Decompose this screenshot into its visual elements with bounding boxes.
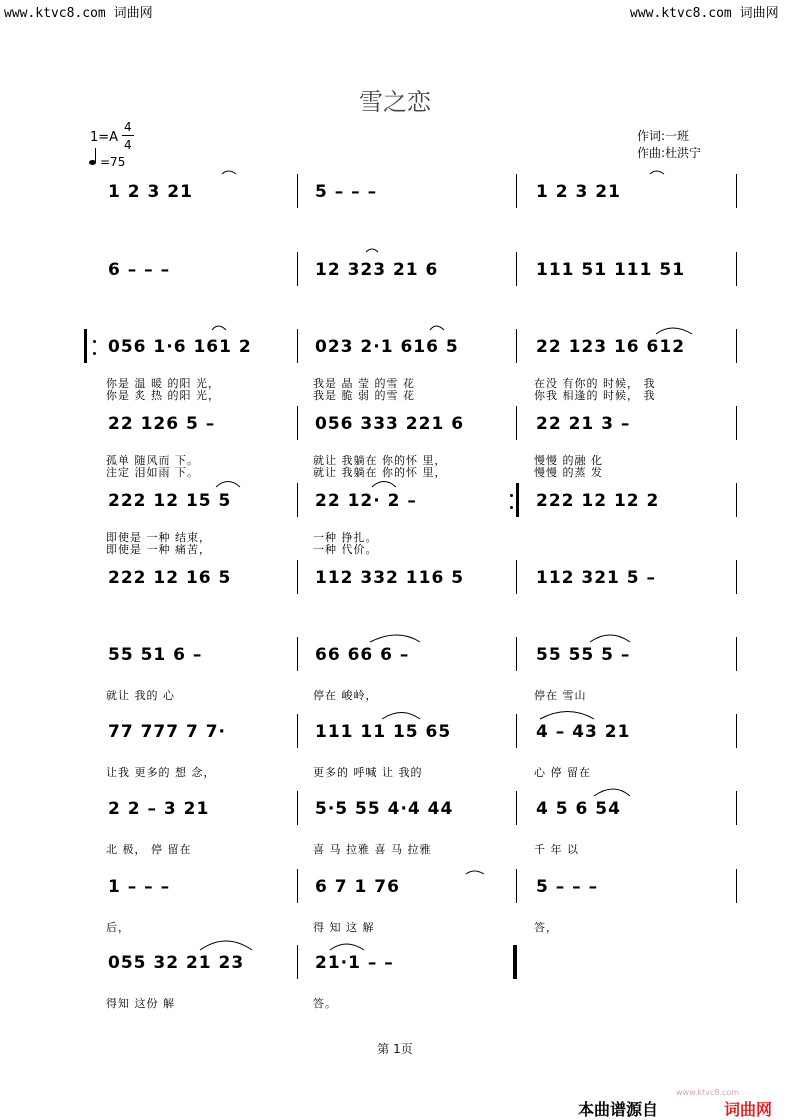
bar-line xyxy=(297,560,298,594)
bar-line xyxy=(736,869,737,903)
repeat-dot xyxy=(93,352,96,355)
lyric-line: 慢慢 的蒸 发 xyxy=(534,466,603,479)
bar-line xyxy=(736,406,737,440)
measure-notes: 6 – – – xyxy=(108,260,171,280)
slur xyxy=(540,712,594,720)
tempo-marking: =75 xyxy=(100,155,126,169)
slur xyxy=(594,789,630,796)
bar-line xyxy=(516,714,517,748)
measure-notes: 112 321 5 – xyxy=(536,568,657,588)
measure-notes: 5 – – – xyxy=(315,182,378,202)
footer-source: 本曲谱源自 xyxy=(578,1100,659,1119)
measure-notes: 1 – – – xyxy=(108,877,171,897)
bar-line xyxy=(516,329,517,363)
bar-line xyxy=(516,560,517,594)
lyric-line: 更多的 呼喊 让 我的 xyxy=(313,766,423,779)
bar-line xyxy=(736,329,737,363)
lyric-line: 得知 这份 解 xyxy=(106,997,175,1010)
lyric-line: 注定 泪如雨 下。 xyxy=(106,466,199,479)
bar-line xyxy=(297,406,298,440)
bar-line xyxy=(516,869,517,903)
bar-line xyxy=(297,329,298,363)
repeat-dot xyxy=(510,494,513,497)
bar-line xyxy=(516,174,517,208)
slur xyxy=(222,171,236,174)
lyric-line: 得 知 这 解 xyxy=(313,921,375,934)
final-bar-line xyxy=(513,945,516,979)
measure-notes: 1 2 3 21 xyxy=(108,182,193,202)
slur xyxy=(370,635,420,642)
measure-notes: 112 332 116 5 xyxy=(315,568,465,588)
measure-notes: 222 12 12 2 xyxy=(536,491,660,511)
bar-line xyxy=(297,637,298,671)
slur xyxy=(212,326,226,330)
lyric-line: 就让 我躺在 你的怀 里， xyxy=(313,466,447,479)
bar-line xyxy=(297,483,298,517)
lyric-line: 就让 我躺在 你的怀 里， xyxy=(313,454,447,467)
repeat-start-bar xyxy=(84,329,87,363)
measure-notes: 66 66 6 – xyxy=(315,645,410,665)
bar-line xyxy=(736,483,737,517)
lyric-line: 慢慢 的融 化 xyxy=(534,454,603,467)
slur xyxy=(200,941,252,950)
quarter-note-stem xyxy=(95,148,96,162)
lyric-line: 北 极， 停 留在 xyxy=(106,843,192,856)
lyric-line: 喜 马 拉雅 喜 马 拉雅 xyxy=(313,843,432,856)
bar-line xyxy=(516,945,517,979)
bar-line xyxy=(516,791,517,825)
bar-line xyxy=(736,252,737,286)
measure-notes: 12 323 21 6 xyxy=(315,260,439,280)
measure-notes: 222 12 16 5 xyxy=(108,568,232,588)
measure-notes: 056 333 221 6 xyxy=(315,414,465,434)
slur xyxy=(650,171,664,174)
site-watermark-left: www.ktvc8.com 词曲网 xyxy=(4,6,153,21)
lyric-line: 我是 晶 莹 的雪 花 xyxy=(313,377,415,390)
bar-line xyxy=(297,174,298,208)
slur xyxy=(590,635,630,642)
site-watermark-right: www.ktvc8.com 词曲网 xyxy=(630,6,779,21)
lyric-line: 千 年 以 xyxy=(534,843,579,856)
lyric-line: 答， xyxy=(534,921,558,934)
measure-notes: 21·1 – – xyxy=(315,953,394,973)
measure-notes: 1 2 3 21 xyxy=(536,182,621,202)
bar-line xyxy=(736,637,737,671)
measure-notes: 22 12· 2 – xyxy=(315,491,417,511)
measure-notes: 055 32 21 23 xyxy=(108,953,245,973)
lyric-line: 答。 xyxy=(313,997,337,1010)
measure-notes: 023 2·1 616 5 xyxy=(315,337,459,357)
lyric-line: 即使是 一种 结束， xyxy=(106,531,211,544)
repeat-end-bar xyxy=(516,483,519,517)
measure-notes: 056 1·6 161 2 xyxy=(108,337,252,357)
measure-notes: 5 – – – xyxy=(536,877,599,897)
bar-line xyxy=(297,714,298,748)
measure-notes: 5·5 55 4·4 44 xyxy=(315,799,454,819)
footer-brand-logo: 词曲网 xyxy=(724,1100,773,1119)
measure-notes: 111 11 15 65 xyxy=(315,722,452,742)
lyric-line: 孤单 随风而 下。 xyxy=(106,454,199,467)
lyric-line: 让我 更多的 想 念， xyxy=(106,766,216,779)
measure-notes: 2 2 – 3 21 xyxy=(108,799,210,819)
measure-notes: 222 12 15 5 xyxy=(108,491,232,511)
slur xyxy=(330,944,364,950)
bar-line xyxy=(516,252,517,286)
lyric-line: 停在 峻岭， xyxy=(313,689,378,702)
bar-line xyxy=(297,869,298,903)
lyric-line: 即使是 一种 痛苦， xyxy=(106,543,211,556)
measure-notes: 111 51 111 51 xyxy=(536,260,686,280)
measure-notes: 22 126 5 – xyxy=(108,414,216,434)
key-signature: 1=A xyxy=(90,130,119,145)
time-signature-line xyxy=(122,135,134,136)
measure-notes: 55 51 6 – xyxy=(108,645,203,665)
lyric-line: 心 停 留在 xyxy=(534,766,591,779)
slur xyxy=(216,482,240,488)
measure-notes: 77 777 7 7· xyxy=(108,722,227,742)
slur xyxy=(382,713,420,720)
lyric-line: 你是 炙 热 的阳 光， xyxy=(106,389,220,402)
measure-notes: 22 21 3 – xyxy=(536,414,631,434)
bar-line xyxy=(736,174,737,208)
lyric-line: 一种 代价。 xyxy=(313,543,378,556)
repeat-dot xyxy=(93,340,96,343)
measure-notes: 4 – 43 21 xyxy=(536,722,631,742)
slur xyxy=(466,871,484,874)
lyric-line: 一种 挣扎。 xyxy=(313,531,378,544)
slur xyxy=(372,482,396,488)
lyric-line: 在没 有你的 时候， 我 xyxy=(534,377,656,390)
lyric-line: 我是 脆 弱 的雪 花 xyxy=(313,389,415,402)
bar-line xyxy=(736,714,737,748)
bar-line xyxy=(736,791,737,825)
song-title: 雪之恋 xyxy=(359,88,431,116)
time-signature-bottom: 4 xyxy=(124,138,132,152)
lyric-line: 后， xyxy=(106,921,130,934)
slur xyxy=(430,326,444,330)
bar-line xyxy=(516,406,517,440)
bar-line xyxy=(516,637,517,671)
lyric-line: 你是 温 暖 的阳 光， xyxy=(106,377,220,390)
measure-notes: 6 7 1 76 xyxy=(315,877,400,897)
composer: 作曲:杜洪宁 xyxy=(637,146,702,160)
lyric-line: 你我 相逢的 时候， 我 xyxy=(534,389,656,402)
measure-notes: 22 123 16 612 xyxy=(536,337,686,357)
footer-watermark: www.ktvc8.com xyxy=(676,1088,740,1097)
bar-line xyxy=(297,252,298,286)
time-signature-top: 4 xyxy=(124,120,132,134)
bar-line xyxy=(297,945,298,979)
lyric-line: 停在 雪山 xyxy=(534,689,587,702)
bar-line xyxy=(297,791,298,825)
measure-notes: 4 5 6 54 xyxy=(536,799,621,819)
lyric-line: 就让 我的 心 xyxy=(106,689,175,702)
lyricist: 作词:一班 xyxy=(637,129,690,143)
repeat-dot xyxy=(510,506,513,509)
measure-notes: 55 55 5 – xyxy=(536,645,631,665)
bar-line xyxy=(736,560,737,594)
slur xyxy=(656,328,692,334)
page-number: 第 1页 xyxy=(377,1042,413,1056)
slur xyxy=(366,249,378,252)
